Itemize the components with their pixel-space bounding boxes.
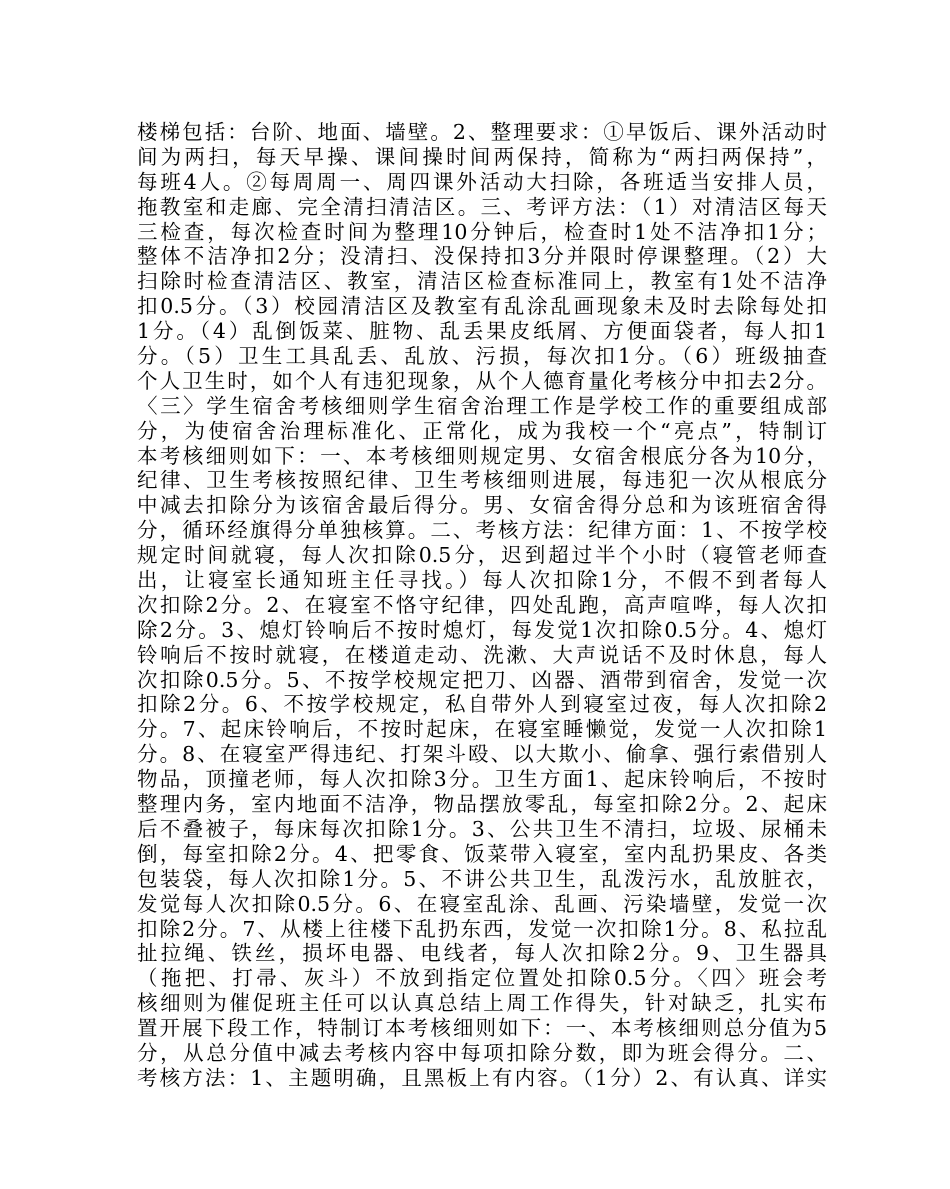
text-line: 扯拉绳、铁丝，损坏电器、电线者，每人次扣除2分。9、卫生器具 xyxy=(137,941,827,966)
text-line: 扫除时检查清洁区、教室，清洁区检查标准同上，教室有1处不洁净 xyxy=(137,269,827,294)
text-line: 发觉每人次扣除0.5分。6、在寝室乱涂、乱画、污染墙壁，发觉一次 xyxy=(137,891,827,916)
text-line: 每班4人。②每周周一、周四课外活动大扫除，各班适当安排人员， xyxy=(137,169,827,194)
text-line: 次扣除0.5分。5、不按学校规定把刀、凶器、酒带到宿舍，发觉一次 xyxy=(137,667,827,692)
text-line: 核细则为催促班主任可以认真总结上周工作得失，针对缺乏，扎实布 xyxy=(137,991,827,1016)
text-line: 1分。（4）乱倒饭菜、脏物、乱丢果皮纸屑、方便面袋者，每人扣1 xyxy=(137,319,827,344)
text-line: 〈三〉学生宿舍考核细则学生宿舍治理工作是学校工作的重要组成部 xyxy=(137,393,827,418)
text-line: 分，为使宿舍治理标准化、正常化，成为我校一个“亮点”，特制订 xyxy=(137,418,827,443)
text-line: 整体不洁净扣2分；没清扫、没保持扣3分并限时停课整理。（2）大 xyxy=(137,244,827,269)
text-line: 纪律、卫生考核按照纪律、卫生考核细则进展，每违犯一次从根底分 xyxy=(137,468,827,493)
text-line: 分。（5）卫生工具乱丢、乱放、污损，每次扣1分。（6）班级抽查 xyxy=(137,344,827,369)
text-line: 出，让寝室长通知班主任寻找。）每人次扣除1分，不假不到者每人 xyxy=(137,568,827,593)
text-line: （拖把、打帚、灰斗）不放到指定位置处扣除0.5分。〈四〉班会考 xyxy=(137,966,827,991)
text-line: 中减去扣除分为该宿舍最后得分。男、女宿舍得分总和为该班宿舍得 xyxy=(137,493,827,518)
text-line: 分，从总分值中减去考核内容中每项扣除分数，即为班会得分。二、 xyxy=(137,1040,827,1065)
text-line: 除2分。3、熄灯铃响后不按时熄灯，每发觉1次扣除0.5分。4、熄灯 xyxy=(137,617,827,642)
text-line: 扣除2分。6、不按学校规定，私自带外人到寝室过夜，每人次扣除2 xyxy=(137,692,827,717)
text-line: 扣0.5分。（3）校园清洁区及教室有乱涂乱画现象未及时去除每处扣 xyxy=(137,294,827,319)
body-text xyxy=(137,120,827,1091)
text-line: 后不叠被子，每床每次扣除1分。3、公共卫生不清扫，垃圾、尿桶未 xyxy=(137,816,827,841)
text-line: 铃响后不按时就寝，在楼道走动、洗漱、大声说话不及时休息，每人 xyxy=(137,642,827,667)
text-line: 置开展下段工作，特制订本考核细则如下：一、本考核细则总分值为5 xyxy=(137,1016,827,1041)
text-line: 分。8、在寝室严得违纪、打架斗殴、以大欺小、偷拿、强行索借别人 xyxy=(137,742,827,767)
text-line: 物品，顶撞老师，每人次扣除3分。卫生方面1、起床铃响后，不按时 xyxy=(137,767,827,792)
text-line: 倒，每室扣除2分。4、把零食、饭菜带入寝室，室内乱扔果皮、各类 xyxy=(137,841,827,866)
text-line: 包装袋，每人次扣除1分。5、不讲公共卫生，乱泼污水，乱放脏衣， xyxy=(137,866,827,891)
text-line: 本考核细则如下：一、本考核细则规定男、女宿舍根底分各为10分， xyxy=(137,443,827,468)
text-line: 考核方法：1、主题明确，且黑板上有内容。（1分）2、有认真、详实 xyxy=(137,1065,827,1090)
text-line: 楼梯包括：台阶、地面、墙壁。2、整理要求：①早饭后、课外活动时 xyxy=(137,120,827,144)
text-line: 间为两扫，每天早操、课间操时间两保持，简称为“两扫两保持”， xyxy=(137,144,827,169)
text-line: 规定时间就寝，每人次扣除0.5分，迟到超过半个小时（寝管老师查 xyxy=(137,543,827,568)
text-line: 拖教室和走廊、完全清扫清洁区。三、考评方法：（1）对清洁区每天 xyxy=(137,194,827,219)
text-line: 分。7、起床铃响后，不按时起床，在寝室睡懒觉，发觉一人次扣除1 xyxy=(137,717,827,742)
text-line: 整理内务，室内地面不洁净，物品摆放零乱，每室扣除2分。2、起床 xyxy=(137,792,827,817)
text-line: 三检查，每次检查时间为整理10分钟后，检查时1处不洁净扣1分； xyxy=(137,219,827,244)
text-line: 次扣除2分。2、在寝室不恪守纪律，四处乱跑，高声喧哗，每人次扣 xyxy=(137,592,827,617)
text-line: 分，循环经旗得分单独核算。二、考核方法：纪律方面：1、不按学校 xyxy=(137,518,827,543)
text-line: 扣除2分。7、从楼上往楼下乱扔东西，发觉一次扣除1分。8、私拉乱 xyxy=(137,916,827,941)
text-line: 个人卫生时，如个人有违犯现象，从个人德育量化考核分中扣去2分。 xyxy=(137,368,827,393)
